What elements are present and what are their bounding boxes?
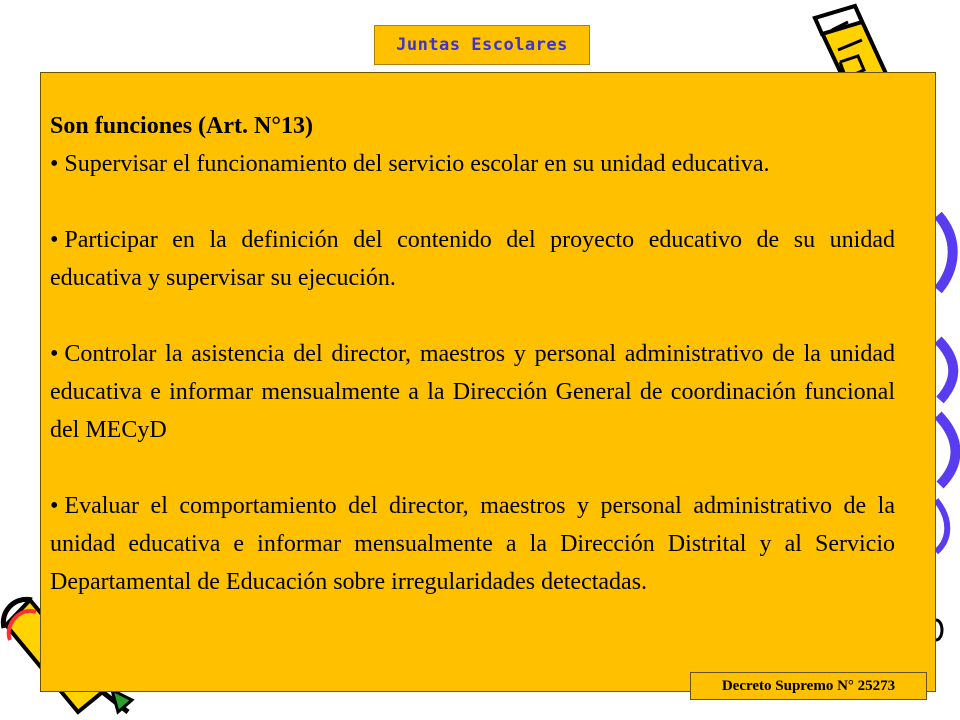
slide-title-tag: Juntas Escolares <box>374 25 590 65</box>
list-item-text: Evaluar el comportamiento del director, maestros y personal administrativo de la unidad educativa e informar mensualmente a la Dirección Distrital y al Servicio Departamental de Educación sobre irregularidades detectadas. <box>50 493 895 595</box>
section-heading: Son funciones (Art. N°13) <box>50 113 313 139</box>
bullet-icon: • <box>50 493 59 519</box>
bullet-icon: • <box>50 227 59 253</box>
list-item-text: Participar en la definición del contenido del proyecto educativo de su unidad educativa y supervisar su ejecución. <box>50 227 895 291</box>
content-panel <box>40 72 936 692</box>
bullet-icon: • <box>50 341 59 367</box>
list-item <box>50 145 895 183</box>
list-item <box>50 335 895 449</box>
list-item-text: Supervisar el funcionamiento del servicio escolar en su unidad educativa. <box>64 151 770 177</box>
decree-footer-tag: Decreto Supremo N° 25273 <box>690 672 927 700</box>
list-item <box>50 487 895 601</box>
bullet-icon: • <box>50 151 59 177</box>
list-item-text: Controlar la asistencia del director, maestros y personal administrativo de la unidad educativa e informar mensualmente a la Dirección General de coordinación funcional del MECyD <box>50 341 895 443</box>
list-item <box>50 221 895 297</box>
